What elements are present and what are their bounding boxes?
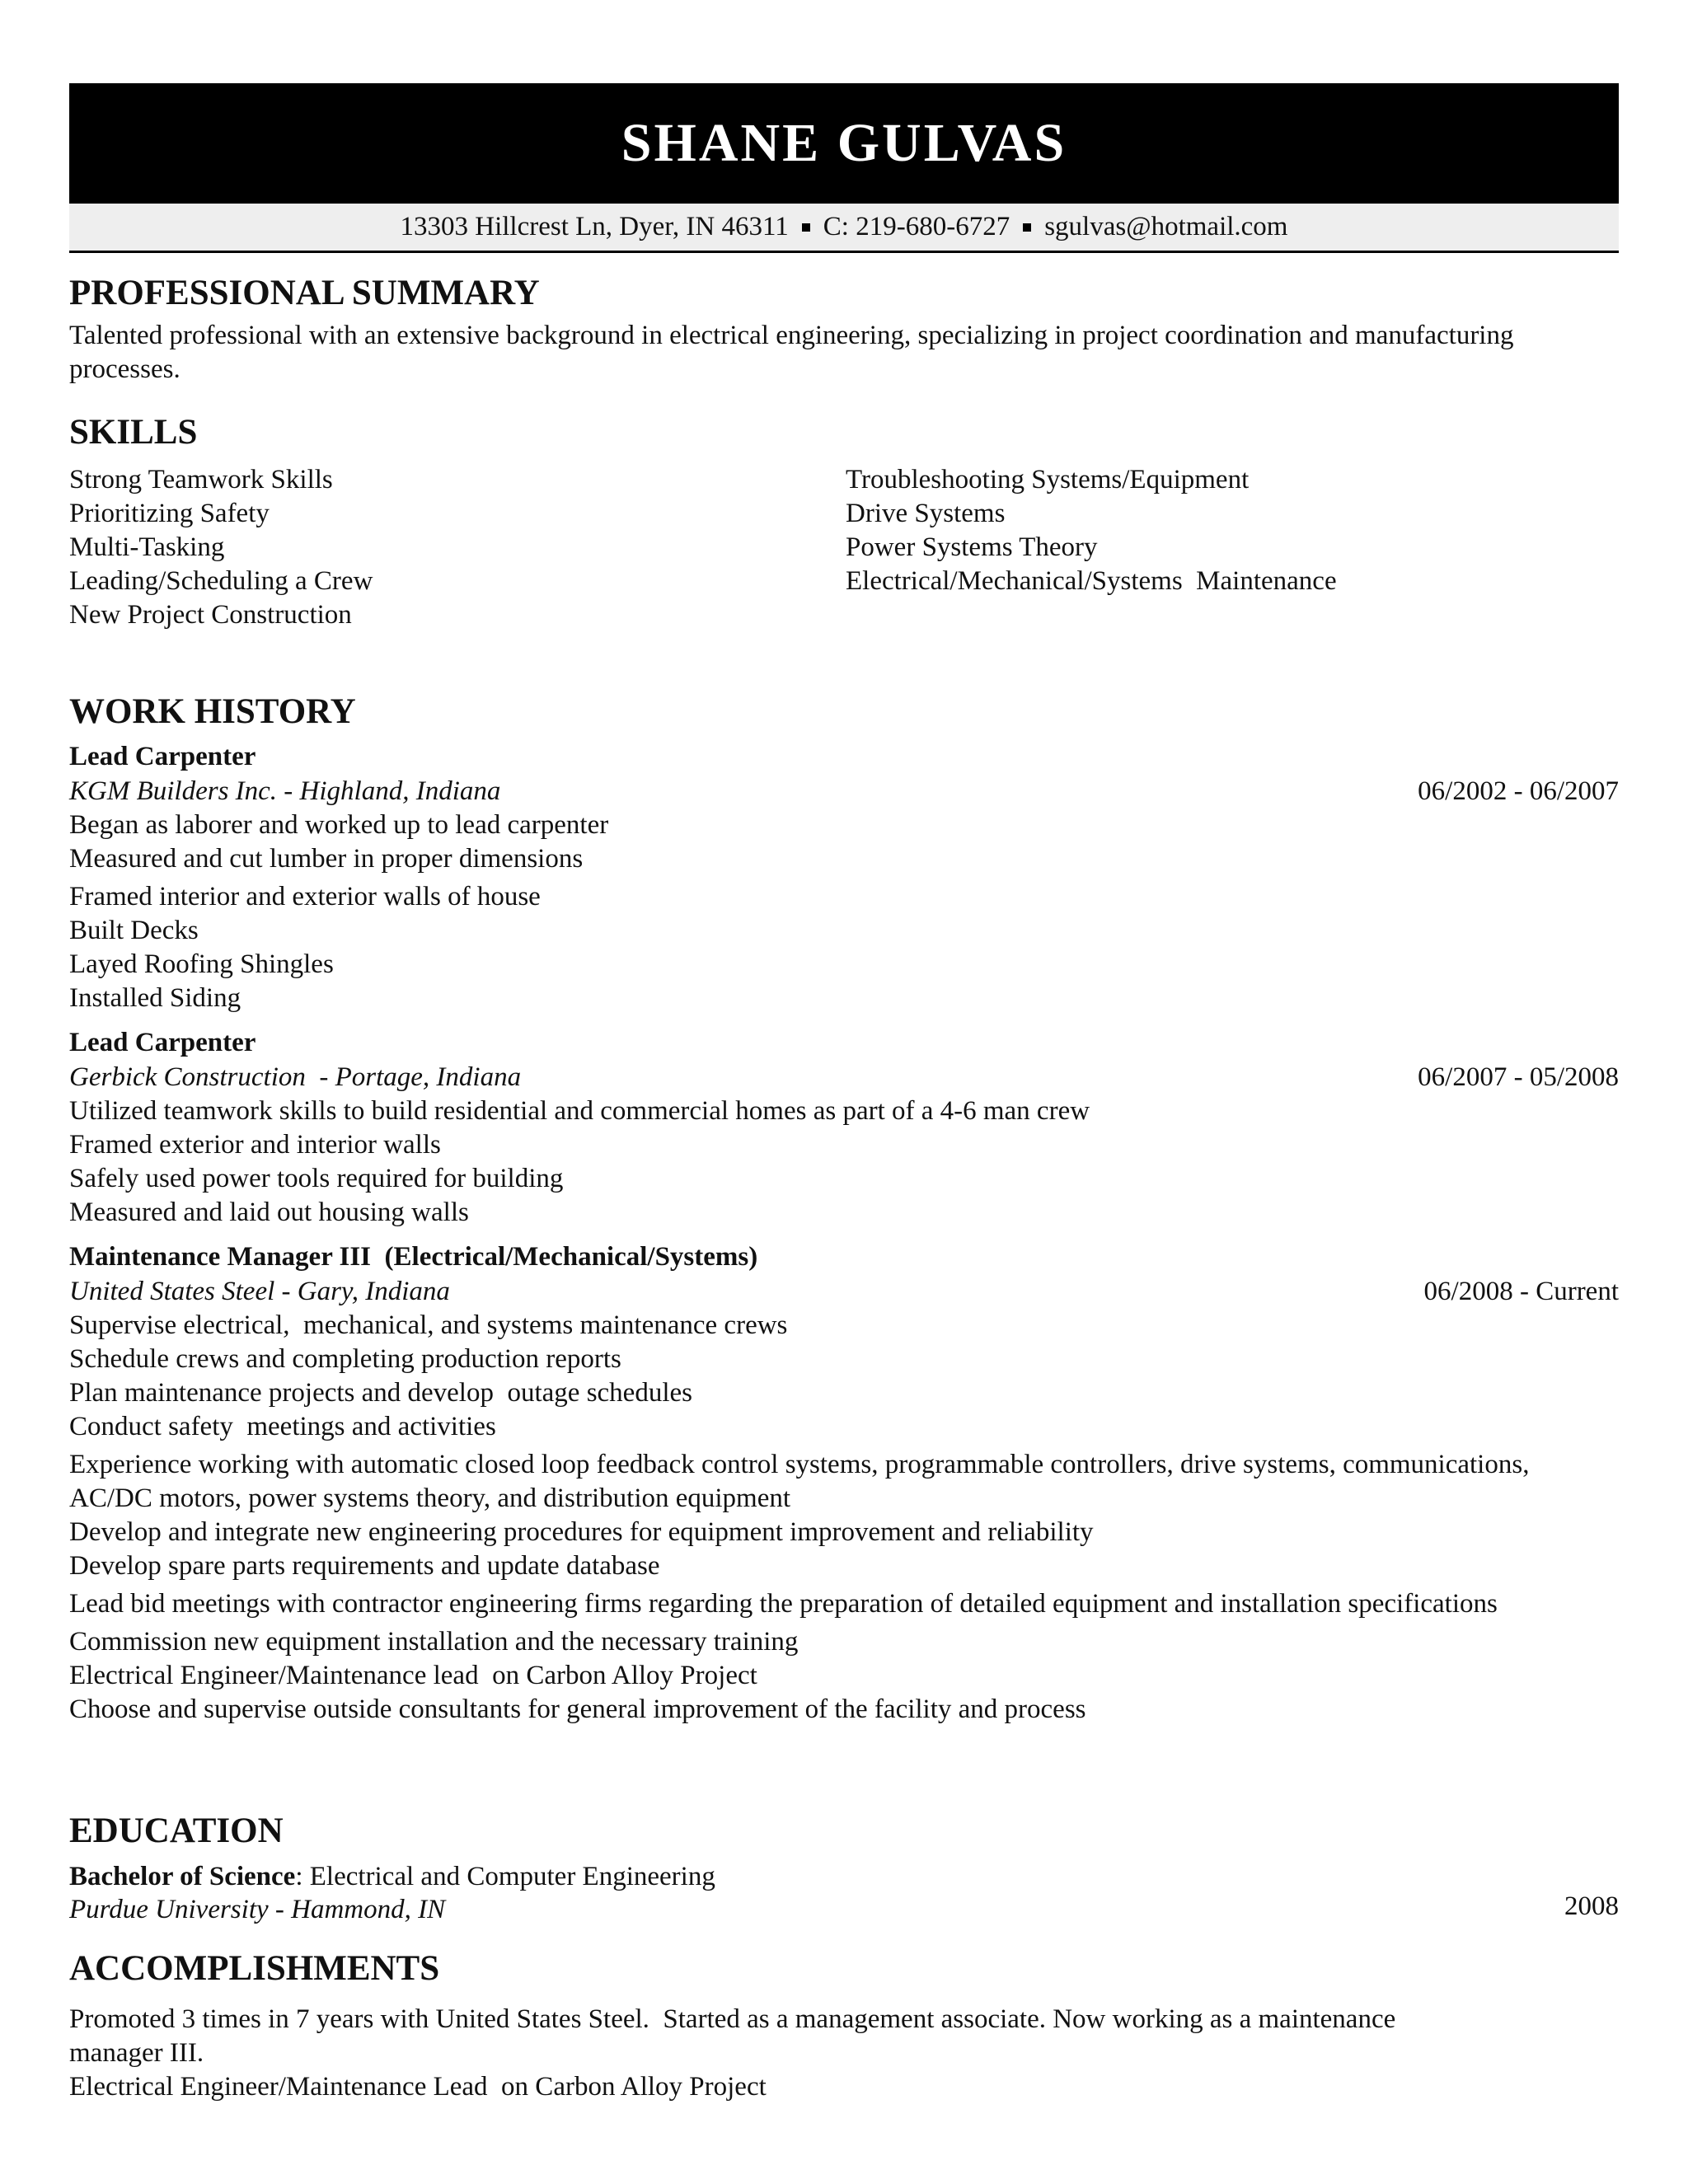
skills-list bbox=[69, 463, 1619, 632]
job-company: KGM Builders Inc. - Highland, Indiana bbox=[69, 776, 501, 806]
email: sgulvas@hotmail.com bbox=[1044, 212, 1288, 241]
job-duty: Conduct safety meetings and activities bbox=[69, 1412, 496, 1441]
skills-column-right bbox=[846, 463, 1337, 632]
job-duty: Electrical Engineer/Maintenance lead on Carbon Alloy Project bbox=[69, 1661, 757, 1690]
skill-item: Strong Teamwork Skills bbox=[69, 465, 333, 494]
accomplishment-item: Promoted 3 times in 7 years with United States Steel. Started as a management associate. Now working as a maintenance manager III. bbox=[69, 2004, 1403, 2068]
job-duty: Built Decks bbox=[69, 916, 199, 945]
address: 13303 Hillcrest Ln, Dyer, IN 46311 bbox=[400, 212, 789, 241]
summary-section bbox=[69, 269, 1619, 387]
degree: Bachelor of Science bbox=[69, 1862, 296, 1891]
contact-bar bbox=[69, 204, 1619, 253]
job-duty: Installed Siding bbox=[69, 983, 241, 1013]
degree-field: : Electrical and Computer Engineering bbox=[295, 1862, 715, 1891]
name-banner bbox=[69, 83, 1619, 204]
section-heading: EDUCATION bbox=[69, 1811, 284, 1850]
skill-item: Electrical/Mechanical/Systems Maintenance bbox=[846, 566, 1337, 596]
work-history-section bbox=[69, 688, 1619, 1727]
candidate-name: SHANE GULVAS bbox=[621, 113, 1067, 173]
school: Purdue University - Hammond, IN bbox=[69, 1895, 446, 1924]
bullet-separator-icon bbox=[802, 223, 810, 232]
job-dates: 06/2002 - 06/2007 bbox=[1418, 776, 1619, 806]
section-heading: ACCOMPLISHMENTS bbox=[69, 1949, 440, 1988]
skills-column-left bbox=[69, 463, 846, 632]
job-duty: Framed exterior and interior walls bbox=[69, 1130, 441, 1160]
accomplishment-item: Electrical Engineer/Maintenance Lead on Carbon Alloy Project bbox=[69, 2072, 767, 2102]
skill-item: Multi-Tasking bbox=[69, 532, 225, 562]
job-dates: 06/2008 - Current bbox=[1423, 1277, 1619, 1306]
job-duty: Layed Roofing Shingles bbox=[69, 949, 334, 979]
job-duty: Began as laborer and worked up to lead carpenter bbox=[69, 810, 609, 840]
job-company: United States Steel - Gary, Indiana bbox=[69, 1277, 450, 1306]
job-duty: Supervise electrical, mechanical, and systems maintenance crews bbox=[69, 1310, 788, 1340]
graduation-year: 2008 bbox=[1564, 1891, 1619, 1921]
job-duty: Lead bid meetings with contractor engineering firms regarding the preparation of detailed equipment and installation specifications bbox=[69, 1589, 1498, 1619]
job-duty: Experience working with automatic closed loop feedback control systems, programmable controllers, drive systems, communications, AC/DC motors, power systems theory, and distribution equipment bbox=[69, 1450, 1530, 1513]
job-duty: Schedule crews and completing production reports bbox=[69, 1344, 621, 1374]
job-company: Gerbick Construction - Portage, Indiana bbox=[69, 1062, 522, 1092]
job-duty: Measured and cut lumber in proper dimensions bbox=[69, 844, 584, 874]
skills-section bbox=[69, 409, 1619, 632]
section-heading: WORK HISTORY bbox=[69, 692, 356, 731]
bullet-separator-icon bbox=[1023, 223, 1031, 232]
section-heading: SKILLS bbox=[69, 413, 198, 452]
job-duty: Develop and integrate new engineering procedures for equipment improvement and reliability bbox=[69, 1517, 1094, 1547]
degree-line bbox=[69, 1860, 1619, 1894]
skill-item: Prioritizing Safety bbox=[69, 499, 270, 528]
section-heading: PROFESSIONAL SUMMARY bbox=[69, 274, 540, 312]
job-title: Lead Carpenter bbox=[69, 1028, 256, 1057]
skill-item: New Project Construction bbox=[69, 600, 352, 630]
job-duty: Safely used power tools required for building bbox=[69, 1164, 564, 1193]
job-entry bbox=[69, 1240, 1619, 1727]
skill-item: Troubleshooting Systems/Equipment bbox=[846, 465, 1250, 494]
job-title: Lead Carpenter bbox=[69, 742, 256, 771]
job-entry bbox=[69, 1025, 1619, 1230]
skill-item: Power Systems Theory bbox=[846, 532, 1098, 562]
job-duty: Utilized teamwork skills to build residential and commercial homes as part of a 4-6 man crew bbox=[69, 1096, 1090, 1126]
job-dates: 06/2007 - 05/2008 bbox=[1418, 1062, 1619, 1092]
job-duty: Choose and supervise outside consultants for general improvement of the facility and process bbox=[69, 1694, 1086, 1724]
job-duty: Develop spare parts requirements and update database bbox=[69, 1551, 660, 1581]
job-duty: Commission new equipment installation and the necessary training bbox=[69, 1627, 799, 1657]
accomplishments-section bbox=[69, 1945, 1619, 2104]
job-duty: Plan maintenance projects and develop outage schedules bbox=[69, 1378, 692, 1408]
skill-item: Drive Systems bbox=[846, 499, 1006, 528]
job-duty: Measured and laid out housing walls bbox=[69, 1197, 469, 1227]
phone: C: 219-680-6727 bbox=[823, 212, 1010, 241]
job-entry bbox=[69, 739, 1619, 1015]
education-section bbox=[69, 1807, 1619, 1927]
skill-item: Leading/Scheduling a Crew bbox=[69, 566, 373, 596]
job-duty: Framed interior and exterior walls of house bbox=[69, 882, 541, 912]
summary-text: Talented professional with an extensive background in electrical engineering, specializing in project coordination and manufacturing processes. bbox=[69, 321, 1514, 384]
job-title: Maintenance Manager III (Electrical/Mechanical/Systems) bbox=[69, 1242, 758, 1272]
